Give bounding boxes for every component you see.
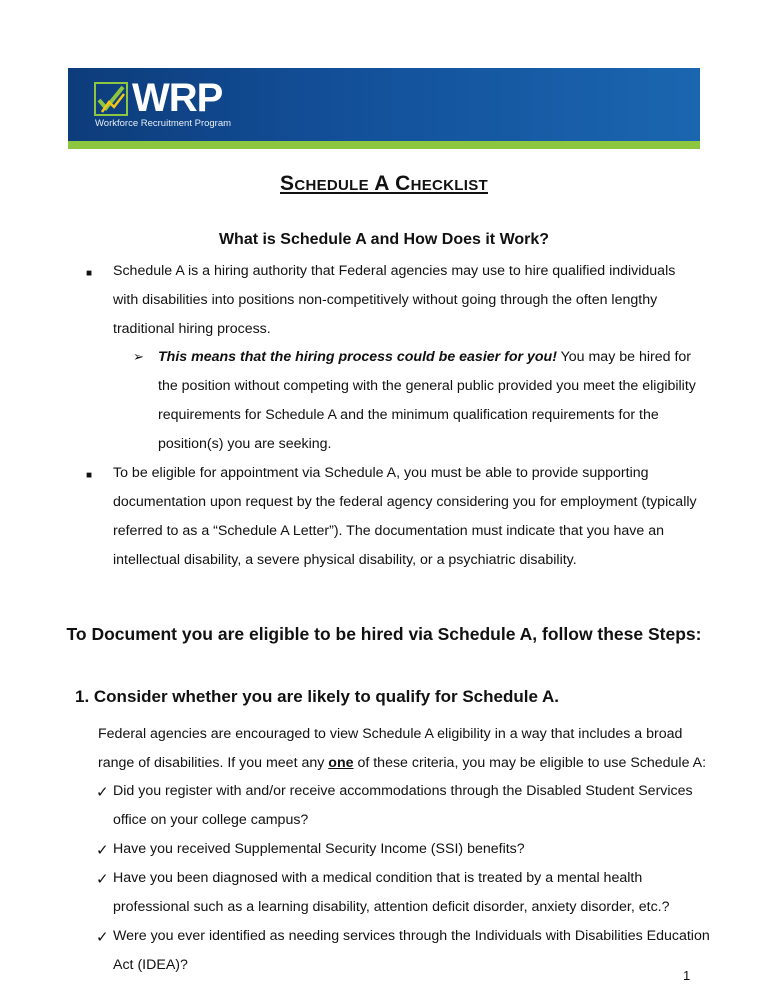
sub-bullet xyxy=(158,343,703,459)
checkmark-icon: ✓ xyxy=(96,842,109,859)
check-item-4: Were you ever identified as needing services through the Individuals with Disabilities Education Act (IDEA)? xyxy=(113,928,710,973)
logo-text: WRP xyxy=(132,76,223,120)
step-1-intro-before: Federal agencies are encouraged to view Schedule A eligibility in a way that includes a broad range of disabilities. If you meet any xyxy=(98,726,683,771)
page-number: 1 xyxy=(683,968,691,983)
step-1-intro-emphasis: one xyxy=(328,755,354,771)
square-bullet-icon: ■ xyxy=(86,470,93,481)
intro-bullet-2: To be eligible for appointment via Schedule A, you must be able to provide supporting documentation upon request by the federal agency considering you for employment (typically referred to as a “Schedule A Letter”). The documentation must indicate that you have an intellectual disability, a severe physical disability, or a psychiatric disability. xyxy=(113,465,697,568)
square-bullet-icon: ■ xyxy=(86,268,93,279)
intro-bullet-1: Schedule A is a hiring authority that Federal agencies may use to hire qualified individuals with disabilities into positions non-competitively without going through the often lengthy traditional hiring process. xyxy=(113,263,676,337)
check-item-1: Did you register with and/or receive accommodations through the Disabled Student Services office on your college campus? xyxy=(113,783,693,828)
header-accent-bar xyxy=(68,141,700,149)
header-banner xyxy=(68,68,700,141)
sub-bullet-emphasis: This means that the hiring process could be easier for you! xyxy=(158,349,557,365)
checkmark-icon: ✓ xyxy=(96,784,109,801)
page-subtitle: What is Schedule A and How Does it Work? xyxy=(218,231,550,248)
checkmark-logo-icon xyxy=(94,82,128,116)
page-title: Schedule A Checklist xyxy=(280,172,488,195)
step-1-intro-after: of these criteria, you may be eligible to use Schedule A: xyxy=(353,755,707,771)
checkmark-icon: ✓ xyxy=(96,871,109,888)
logo-subtitle: Workforce Recruitment Program xyxy=(95,118,232,129)
check-item-2: Have you received Supplemental Security Income (SSI) benefits? xyxy=(113,841,525,857)
checkmark-icon: ✓ xyxy=(96,929,109,946)
step-1-heading: 1. Consider whether you are likely to qualify for Schedule A. xyxy=(75,687,559,706)
sub-bullet-rest: You may be hired for the position without competing with the general public provided you meet the eligibility requirements for Schedule A and the minimum qualification requirements for the position(s) you are seeking. xyxy=(158,349,696,452)
steps-heading: To Document you are eligible to be hired via Schedule A, follow these Steps: xyxy=(66,624,702,644)
step-1-intro xyxy=(98,720,708,778)
arrow-bullet-icon: ➢ xyxy=(133,349,144,364)
wrp-logo xyxy=(94,78,294,134)
check-item-3: Have you been diagnosed with a medical condition that is treated by a mental health professional such as a learning disability, attention deficit disorder, anxiety disorder, etc.? xyxy=(113,870,670,915)
